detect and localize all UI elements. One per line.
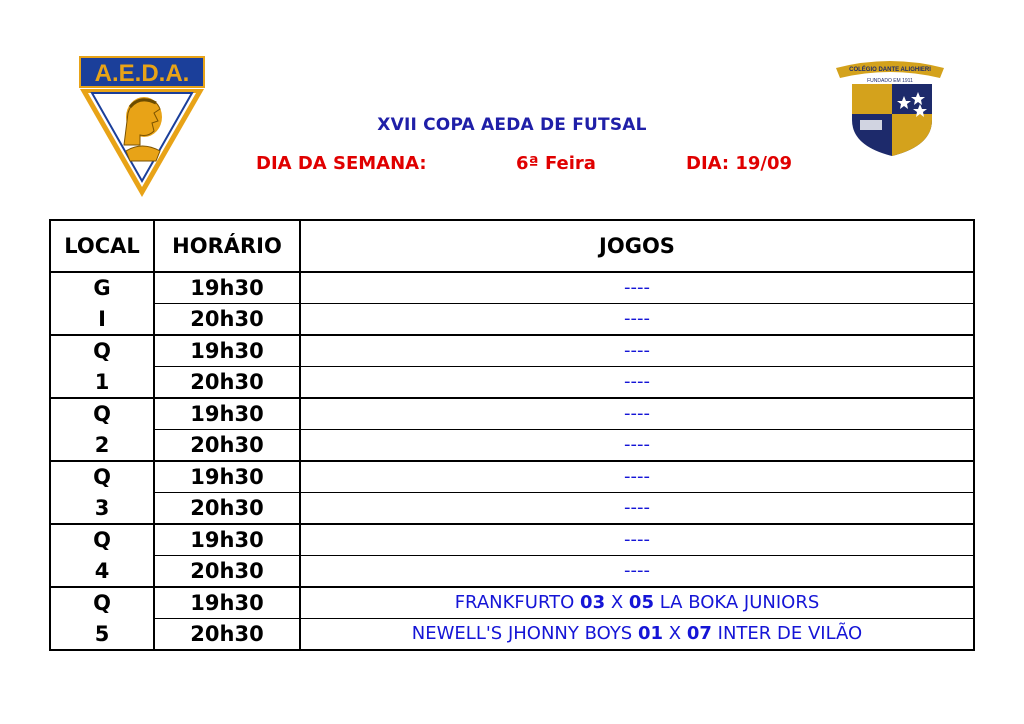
score-home: 03 [580, 592, 606, 613]
table-row [50, 304, 974, 336]
jogo-cell: ---- [300, 524, 974, 556]
jogo-cell: ---- [300, 430, 974, 462]
table-row [50, 493, 974, 525]
local-cell: Q [50, 398, 154, 430]
jogo-cell: ---- [300, 398, 974, 430]
horario-cell: 19h30 [154, 398, 300, 430]
table-row [50, 335, 974, 367]
table-row [50, 587, 974, 619]
local-cell: 1 [50, 367, 154, 399]
jogo-cell: ---- [300, 556, 974, 588]
jogo-cell: ---- [300, 461, 974, 493]
local-cell: Q [50, 461, 154, 493]
horario-cell: 20h30 [154, 304, 300, 336]
jogo-cell: ---- [300, 272, 974, 304]
horario-cell: 20h30 [154, 493, 300, 525]
table-row [50, 367, 974, 399]
score-away: 07 [686, 623, 712, 644]
jogo-cell: ---- [300, 304, 974, 336]
page-title: XVII COPA AEDA DE FUTSAL [377, 115, 647, 135]
aeda-logo-text: A.E.D.A. [94, 60, 190, 87]
header-local: LOCAL [50, 220, 154, 272]
horario-cell: 19h30 [154, 587, 300, 619]
schedule-body [50, 272, 974, 650]
team-away: LA BOKA JUNIORS [659, 592, 820, 613]
local-cell: Q [50, 335, 154, 367]
local-cell: 4 [50, 556, 154, 588]
schedule-table [49, 219, 975, 651]
table-row [50, 619, 974, 651]
jogo-cell [300, 619, 974, 651]
team-home: NEWELL'S JHONNY BOYS [411, 623, 633, 644]
score-home: 01 [637, 623, 664, 644]
date-label: DIA: 19/09 [686, 153, 793, 174]
team-away: INTER DE VILÃO [717, 623, 863, 644]
table-row [50, 430, 974, 462]
table-row [50, 524, 974, 556]
jogo-cell: ---- [300, 335, 974, 367]
horario-cell: 19h30 [154, 272, 300, 304]
table-row [50, 556, 974, 588]
horario-cell: 19h30 [154, 335, 300, 367]
horario-cell: 19h30 [154, 524, 300, 556]
local-cell: 5 [50, 619, 154, 651]
horario-cell: 20h30 [154, 430, 300, 462]
local-cell: I [50, 304, 154, 336]
horario-cell: 20h30 [154, 367, 300, 399]
dante-logo-founded: FUNDADO EM 1911 [867, 78, 913, 84]
score-separator: X [610, 592, 624, 613]
jogo-cell: ---- [300, 367, 974, 399]
weekday-value: 6ª Feira [516, 153, 596, 174]
weekday-label: DIA DA SEMANA: [256, 153, 427, 174]
local-cell: 3 [50, 493, 154, 525]
header-jogos: JOGOS [300, 220, 974, 272]
local-cell: Q [50, 587, 154, 619]
table-row [50, 272, 974, 304]
header-horario: HORÁRIO [154, 220, 300, 272]
dante-alighieri-logo [832, 58, 948, 158]
score-separator: X [668, 623, 682, 644]
table-row [50, 398, 974, 430]
jogo-cell [300, 587, 974, 619]
team-home: FRANKFURTO [454, 592, 575, 613]
jogo-cell: ---- [300, 493, 974, 525]
horario-cell: 20h30 [154, 619, 300, 651]
table-row [50, 461, 974, 493]
local-cell: G [50, 272, 154, 304]
local-cell: Q [50, 524, 154, 556]
local-cell: 2 [50, 430, 154, 462]
horario-cell: 20h30 [154, 556, 300, 588]
horario-cell: 19h30 [154, 461, 300, 493]
dante-logo-title: COLÉGIO DANTE ALIGHIERI [849, 67, 931, 73]
score-away: 05 [628, 592, 654, 613]
table-header-row [50, 220, 974, 272]
